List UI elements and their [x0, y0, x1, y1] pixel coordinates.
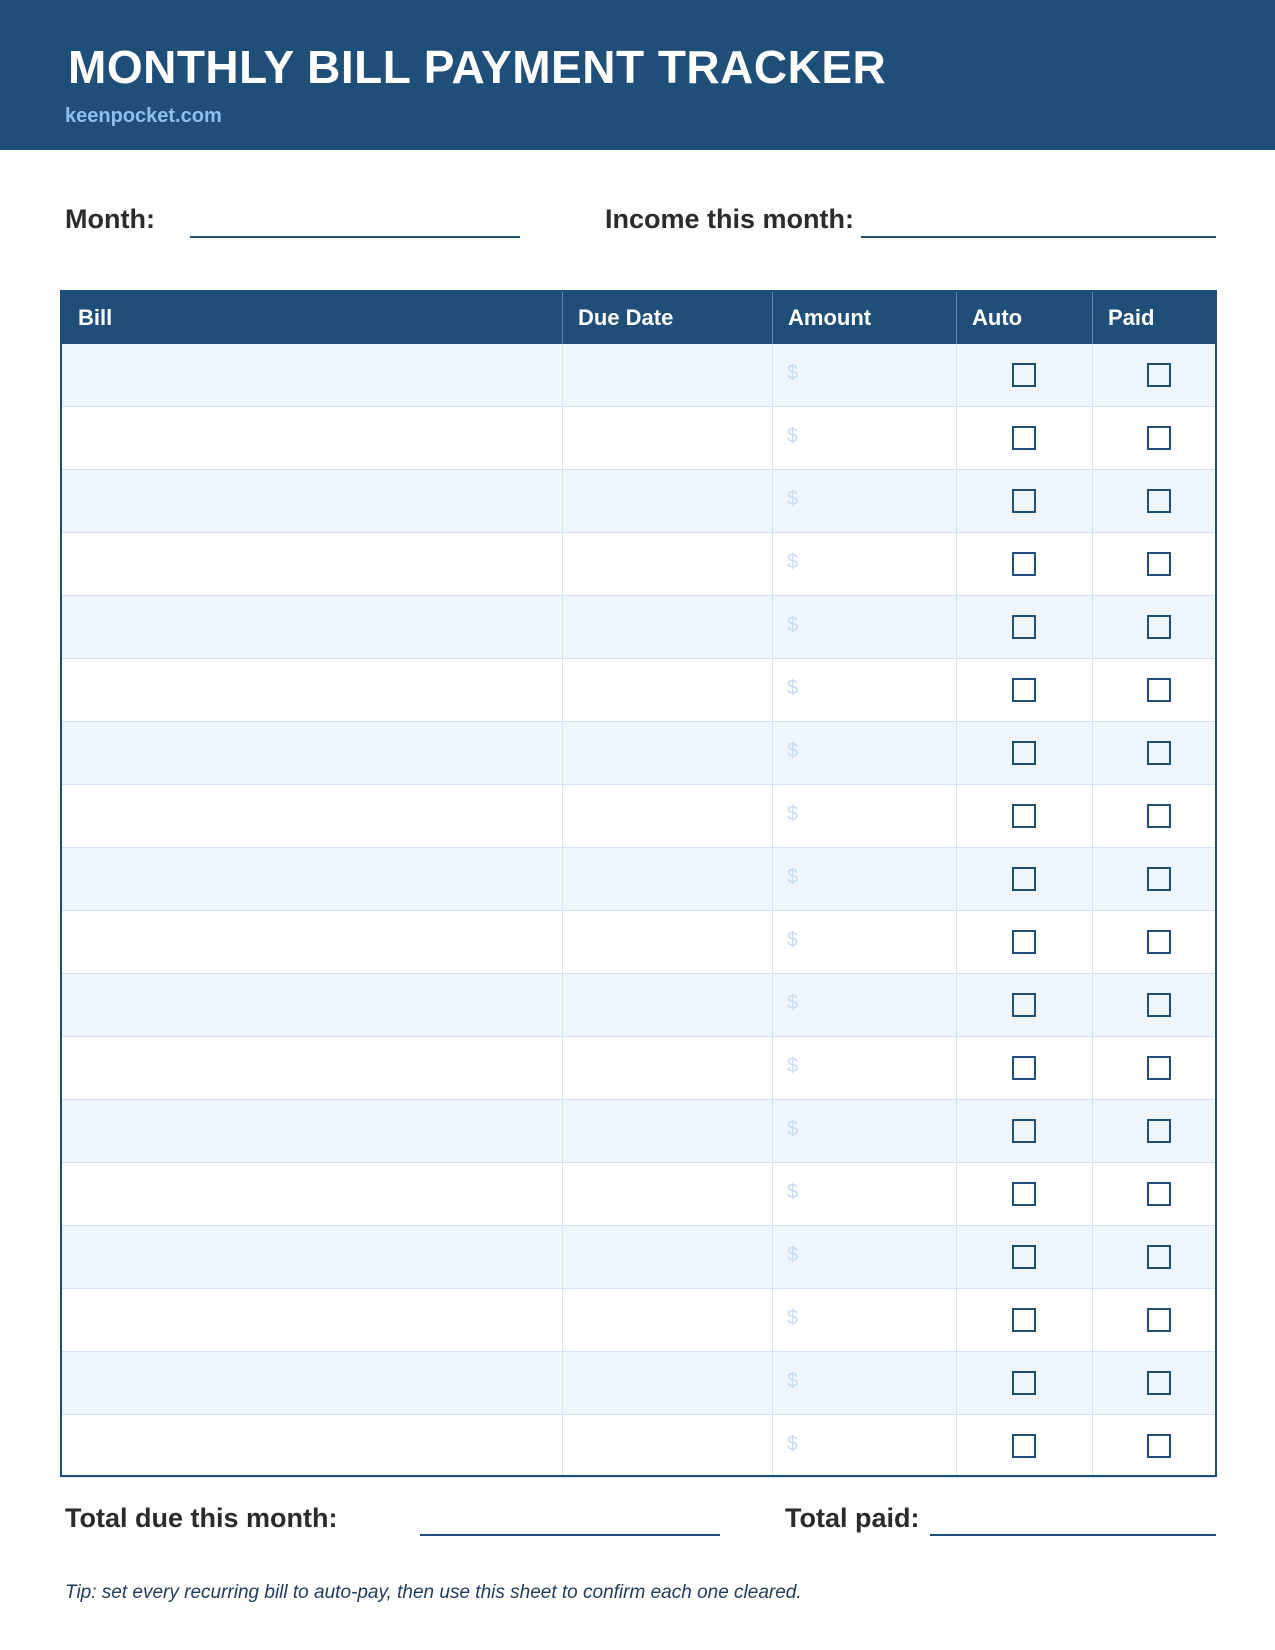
table-row [62, 470, 1215, 533]
column-divider [1092, 344, 1093, 1475]
amount-cell[interactable] [773, 1415, 956, 1477]
paid-checkbox[interactable] [1147, 615, 1171, 639]
auto-checkbox[interactable] [1012, 1245, 1036, 1269]
bill-cell[interactable] [62, 659, 562, 721]
bill-cell[interactable] [62, 533, 562, 595]
bill-table [60, 290, 1217, 1477]
bill-cell[interactable] [62, 1100, 562, 1162]
amount-cell[interactable] [773, 1037, 956, 1099]
header-divider [562, 292, 563, 344]
auto-checkbox[interactable] [1012, 867, 1036, 891]
dollar-sign: $ [787, 1433, 799, 1455]
table-row [62, 848, 1215, 911]
dollar-sign: $ [787, 992, 799, 1014]
bill-cell[interactable] [62, 974, 562, 1036]
paid-checkbox[interactable] [1147, 1308, 1171, 1332]
due-date-cell[interactable] [563, 470, 772, 532]
dollar-sign: $ [787, 1118, 799, 1140]
dollar-sign: $ [787, 488, 799, 510]
table-row [62, 344, 1215, 407]
due-date-cell[interactable] [563, 911, 772, 973]
due-date-cell[interactable] [563, 722, 772, 784]
month-line[interactable] [190, 236, 520, 238]
due-date-cell[interactable] [563, 659, 772, 721]
paid-checkbox[interactable] [1147, 741, 1171, 765]
dollar-sign: $ [787, 740, 799, 762]
dollar-sign: $ [787, 1244, 799, 1266]
paid-checkbox[interactable] [1147, 1371, 1171, 1395]
income-line[interactable] [861, 236, 1216, 238]
paid-checkbox[interactable] [1147, 1182, 1171, 1206]
paid-checkbox[interactable] [1147, 1119, 1171, 1143]
site-name: keenpocket.com [65, 105, 222, 127]
bill-cell[interactable] [62, 1037, 562, 1099]
column-header-amount: Amount [788, 305, 872, 330]
dollar-sign: $ [787, 1181, 799, 1203]
income-label: Income this month: [605, 204, 854, 234]
paid-checkbox[interactable] [1147, 804, 1171, 828]
header-divider [956, 292, 957, 344]
total-paid-label: Total paid: [785, 1503, 920, 1533]
bill-cell[interactable] [62, 1289, 562, 1351]
due-date-cell[interactable] [563, 1289, 772, 1351]
table-row [62, 1037, 1215, 1100]
paid-checkbox[interactable] [1147, 426, 1171, 450]
paid-checkbox[interactable] [1147, 678, 1171, 702]
column-header-bill: Bill [78, 305, 113, 330]
total-due-line[interactable] [420, 1534, 720, 1536]
auto-checkbox[interactable] [1012, 1308, 1036, 1332]
due-date-cell[interactable] [563, 1415, 772, 1477]
auto-checkbox[interactable] [1012, 1119, 1036, 1143]
due-date-cell[interactable] [563, 785, 772, 847]
column-header-due-date: Due Date [578, 305, 674, 330]
amount-cell[interactable] [773, 344, 956, 406]
due-date-cell[interactable] [563, 596, 772, 658]
dollar-sign: $ [787, 1307, 799, 1329]
auto-checkbox[interactable] [1012, 1434, 1036, 1458]
bill-cell[interactable] [62, 785, 562, 847]
paid-checkbox[interactable] [1147, 489, 1171, 513]
table-row [62, 785, 1215, 848]
paid-checkbox[interactable] [1147, 1245, 1171, 1269]
bill-cell[interactable] [62, 1163, 562, 1225]
dollar-sign: $ [787, 677, 799, 699]
table-row [62, 974, 1215, 1037]
column-divider [956, 344, 957, 1475]
auto-checkbox[interactable] [1012, 804, 1036, 828]
amount-cell[interactable] [773, 1289, 956, 1351]
due-date-cell[interactable] [563, 974, 772, 1036]
auto-checkbox[interactable] [1012, 363, 1036, 387]
header-divider [1092, 292, 1093, 344]
paid-checkbox[interactable] [1147, 363, 1171, 387]
table-row [62, 722, 1215, 785]
due-date-cell[interactable] [563, 848, 772, 910]
auto-checkbox[interactable] [1012, 426, 1036, 450]
paid-checkbox[interactable] [1147, 867, 1171, 891]
bill-cell[interactable] [62, 848, 562, 910]
table-row [62, 1100, 1215, 1163]
table-row [62, 1289, 1215, 1352]
amount-cell[interactable] [773, 407, 956, 469]
bill-cell[interactable] [62, 596, 562, 658]
amount-cell[interactable] [773, 974, 956, 1036]
dollar-sign: $ [787, 866, 799, 888]
column-divider [772, 344, 773, 1475]
bill-cell[interactable] [62, 722, 562, 784]
dollar-sign: $ [787, 425, 799, 447]
auto-checkbox[interactable] [1012, 1182, 1036, 1206]
bill-cell[interactable] [62, 344, 562, 406]
amount-cell[interactable] [773, 911, 956, 973]
amount-cell[interactable] [773, 533, 956, 595]
amount-cell[interactable] [773, 470, 956, 532]
paid-checkbox[interactable] [1147, 1434, 1171, 1458]
paid-checkbox[interactable] [1147, 993, 1171, 1017]
month-label: Month: [65, 204, 155, 234]
dollar-sign: $ [787, 362, 799, 384]
auto-checkbox[interactable] [1012, 615, 1036, 639]
due-date-cell[interactable] [563, 1100, 772, 1162]
table-row [62, 1163, 1215, 1226]
paid-checkbox[interactable] [1147, 930, 1171, 954]
due-date-cell[interactable] [563, 1226, 772, 1288]
amount-cell[interactable] [773, 1100, 956, 1162]
table-row [62, 596, 1215, 659]
amount-cell[interactable] [773, 1352, 956, 1414]
column-divider [562, 344, 563, 1475]
tip-text: Tip: set every recurring bill to auto-pay, then use this sheet to confirm each one cleared. [65, 1582, 802, 1603]
bill-cell[interactable] [62, 1226, 562, 1288]
dollar-sign: $ [787, 803, 799, 825]
dollar-sign: $ [787, 929, 799, 951]
bill-cell[interactable] [62, 1352, 562, 1414]
table-row [62, 1352, 1215, 1415]
bill-cell[interactable] [62, 911, 562, 973]
table-row [62, 407, 1215, 470]
total-due-label: Total due this month: [65, 1503, 338, 1533]
table-row [62, 1415, 1215, 1478]
due-date-cell[interactable] [563, 344, 772, 406]
auto-checkbox[interactable] [1012, 678, 1036, 702]
paid-checkbox[interactable] [1147, 1056, 1171, 1080]
amount-cell[interactable] [773, 659, 956, 721]
dollar-sign: $ [787, 1370, 799, 1392]
table-row [62, 911, 1215, 974]
amount-cell[interactable] [773, 722, 956, 784]
due-date-cell[interactable] [563, 1037, 772, 1099]
column-header-auto: Auto [972, 305, 1023, 330]
auto-checkbox[interactable] [1012, 1371, 1036, 1395]
header-divider [772, 292, 773, 344]
bill-cell[interactable] [62, 470, 562, 532]
due-date-cell[interactable] [563, 1163, 772, 1225]
auto-checkbox[interactable] [1012, 552, 1036, 576]
paid-checkbox[interactable] [1147, 552, 1171, 576]
due-date-cell[interactable] [563, 1352, 772, 1414]
column-header-paid: Paid [1108, 305, 1155, 330]
dollar-sign: $ [787, 614, 799, 636]
table-row [62, 659, 1215, 722]
bill-cell[interactable] [62, 1415, 562, 1477]
due-date-cell[interactable] [563, 533, 772, 595]
dollar-sign: $ [787, 1055, 799, 1077]
amount-cell[interactable] [773, 596, 956, 658]
amount-cell[interactable] [773, 848, 956, 910]
total-paid-line[interactable] [930, 1534, 1216, 1536]
auto-checkbox[interactable] [1012, 741, 1036, 765]
table-row [62, 533, 1215, 596]
dollar-sign: $ [787, 551, 799, 573]
bill-cell[interactable] [62, 407, 562, 469]
auto-checkbox[interactable] [1012, 930, 1036, 954]
page-title: MONTHLY BILL PAYMENT TRACKER [68, 41, 887, 93]
due-date-cell[interactable] [563, 407, 772, 469]
table-header [62, 292, 1215, 344]
auto-checkbox[interactable] [1012, 1056, 1036, 1080]
amount-cell[interactable] [773, 785, 956, 847]
auto-checkbox[interactable] [1012, 489, 1036, 513]
auto-checkbox[interactable] [1012, 993, 1036, 1017]
amount-cell[interactable] [773, 1163, 956, 1225]
amount-cell[interactable] [773, 1226, 956, 1288]
page-header [0, 0, 1275, 150]
table-row [62, 1226, 1215, 1289]
